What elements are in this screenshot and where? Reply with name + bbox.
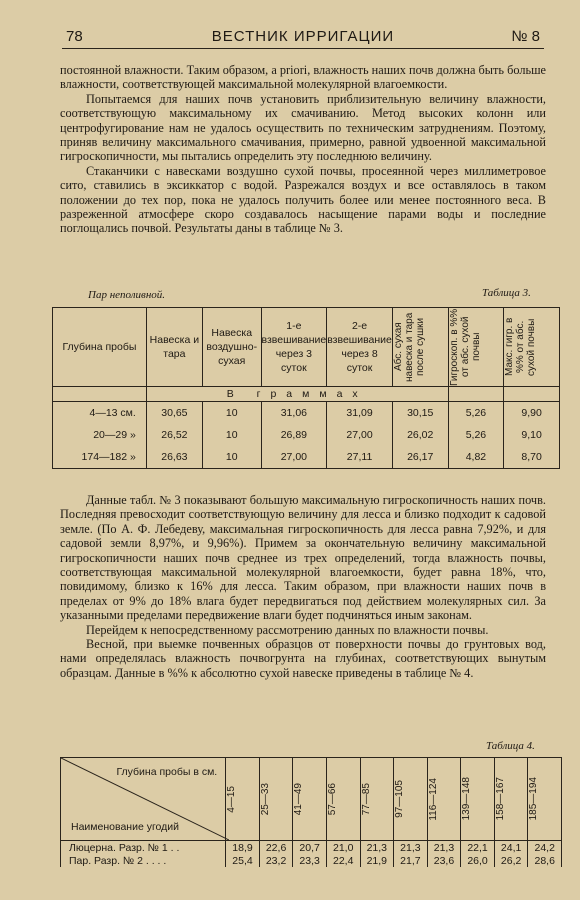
table-cell: 22,4 <box>326 854 360 867</box>
paragraph: Весной, при выемке почвенных образцов от поверхности почвы до грунтовых вод, нами определялась влажность почвогрунта на глубинах, соответствующих вынутым образцам. Данные в %% к абсолютно сухой навеске приведены в таблице № 4. <box>60 637 546 680</box>
depth-header: 139—148 <box>461 777 473 821</box>
text-block-1 <box>60 63 546 236</box>
depth-header: 25—33 <box>259 782 271 816</box>
table-cell: 26,2 <box>494 854 528 867</box>
paragraph: Стаканчики с навесками воздушно сухой почвы, просеянной через миллиметровое сито, ставились в эксиккатор с водой. Разрежался воздух и все оставлялось в таком положении до тех пор, пока не удалось получить более или менее постоянного веса. В разреженной атмосфере скоро создавалось насыщение парами воды и последние поглощались почвой. Результаты даны в таблице № 3. <box>60 163 546 236</box>
depth-header: 116—124 <box>427 777 439 821</box>
table-row <box>61 841 562 855</box>
table-cell: 31,09 <box>327 402 393 425</box>
col-header: 1-е взвешивание через 3 суток <box>261 308 327 387</box>
table4-caption: Таблица 4. <box>486 740 535 752</box>
table-cell: 26,17 <box>392 446 448 469</box>
corner-top-label: Глубина пробы в см. <box>116 766 218 778</box>
table-cell: 4,82 <box>448 446 504 469</box>
table-row <box>53 424 560 446</box>
col-header: Навеска воздушно-сухая <box>202 308 261 387</box>
table-cell: 22,6 <box>259 841 293 855</box>
table-cell: 22,1 <box>461 841 495 855</box>
row-label: Пар. Разр. № 2 . . . . <box>61 854 226 867</box>
table-cell: 23,3 <box>293 854 327 867</box>
units-row: В граммах <box>146 387 448 402</box>
table-cell: 27,00 <box>261 446 327 469</box>
table-cell: 26,02 <box>392 424 448 446</box>
table-cell: 21,7 <box>394 854 428 867</box>
depth-header: 158—167 <box>494 777 506 821</box>
table-row <box>53 446 560 469</box>
table-cell: 20—29 » <box>53 424 147 446</box>
table-cell: 21,9 <box>360 854 394 867</box>
col-header: Абс. сухая навеска и тара после сушки <box>392 312 426 382</box>
table-3 <box>52 307 560 469</box>
table-cell: 26,52 <box>146 424 202 446</box>
col-header: 2-е взвешивание через 8 суток <box>327 308 393 387</box>
table-cell: 27,00 <box>327 424 393 446</box>
table-cell: 9,90 <box>504 402 560 425</box>
journal-title: ВЕСТНИК ИРРИГАЦИИ <box>211 28 395 45</box>
table-cell: 9,10 <box>504 424 560 446</box>
table-cell: 10 <box>202 402 261 425</box>
table-row <box>61 854 562 867</box>
depth-header: 41—49 <box>293 782 305 816</box>
table-4 <box>60 757 562 867</box>
table-cell: 25,4 <box>226 854 260 867</box>
depth-header: 77—85 <box>360 782 372 816</box>
table-cell: 8,70 <box>504 446 560 469</box>
row-label: Люцерна. Разр. № 1 . . <box>61 841 226 855</box>
table-cell: 10 <box>202 424 261 446</box>
table-cell: 31,06 <box>261 402 327 425</box>
table-cell: 21,3 <box>394 841 428 855</box>
corner-bottom-label: Наименование угодий <box>71 821 180 833</box>
table-cell: 30,15 <box>392 402 448 425</box>
page-number: 78 <box>66 28 83 45</box>
text-block-2 <box>60 493 546 680</box>
table3-caption-right: Таблица 3. <box>482 287 531 299</box>
paragraph: Перейдем к непосредственному рассмотрению данных по влажности почвы. <box>86 622 489 637</box>
table-cell: 24,1 <box>494 841 528 855</box>
paragraph: Данные табл. № 3 показывают большую максимальную гигроскопичность наших почв. Последняя превосходит соответствующую величину для лесса и близко подходит к садовой земле. (По А. Ф. Лебедеву, максимальная гигроскопичность для лесса равна 7,92%, и для садовой земли 8,97%, и 9,96%). Примем за окончательную величину максимальной гигроскопичности наших почв среднее из трех определений, тогда влажность почвы, соответствующая максимальной молекулярной влагоемкости, будет равна 18%, что, повидимому, близко к 16% для лесса. Таким образом, при влажности наших почв в пределах от 9% до 18% влага будет передвигаться под действием молекулярных сил. За указанными пределами передвижение влаги будет подчиняться иным законам. <box>60 493 546 623</box>
table-cell: 21,3 <box>360 841 394 855</box>
table-cell: 26,63 <box>146 446 202 469</box>
table-cell: 10 <box>202 446 261 469</box>
paragraph: Попытаемся для наших почв установить приблизительную величину влажности, соответствующую максимальному их смачиванию. Метод высоких колонн или центрофугирование нам не удалось осуществить по техническим затруднениям. Поэтому, приняв величину максимального смачивания, примерно, равной удвоенной максимальной гигроскопичности, мы пытались определить эту последнюю величину. <box>60 91 546 164</box>
depth-header: 185—194 <box>528 777 540 821</box>
table-cell: 5,26 <box>448 402 504 425</box>
table-cell: 21,3 <box>427 841 461 855</box>
col-header: Гигроскоп. в %% от абс. сухой почвы <box>448 308 482 386</box>
col-header: Навеска и тара <box>146 308 202 387</box>
table-cell: 23,2 <box>259 854 293 867</box>
paragraph: постоянной влажности. Таким образом, a priori, влажность наших почв должна быть больше влажности, соответствующей максимальной молекулярной влагоемкости. <box>60 63 546 92</box>
table-cell: 26,89 <box>261 424 327 446</box>
col-header: Глубина пробы <box>53 308 147 387</box>
table-cell: 5,26 <box>448 424 504 446</box>
depth-header: 57—66 <box>326 782 338 816</box>
issue-number: № 8 <box>511 28 540 45</box>
table3-caption-left: Пар неполивной. <box>88 289 166 301</box>
table-cell: 28,6 <box>528 854 562 867</box>
table-cell: 21,0 <box>326 841 360 855</box>
depth-header: 4—15 <box>226 785 238 813</box>
running-header <box>62 26 544 49</box>
table-row <box>53 402 560 425</box>
table-cell: 18,9 <box>226 841 260 855</box>
table-cell: 30,65 <box>146 402 202 425</box>
table-cell: 23,6 <box>427 854 461 867</box>
table-cell: 4—13 см. <box>53 402 147 425</box>
table-cell: 174—182 » <box>53 446 147 469</box>
table-cell: 26,0 <box>461 854 495 867</box>
table-cell: 20,7 <box>293 841 327 855</box>
col-header: Макс. гигр. в %% от абс. сухой почвы <box>504 317 538 377</box>
table-cell: 27,11 <box>327 446 393 469</box>
table-cell: 24,2 <box>528 841 562 855</box>
depth-header: 97—105 <box>394 780 406 818</box>
